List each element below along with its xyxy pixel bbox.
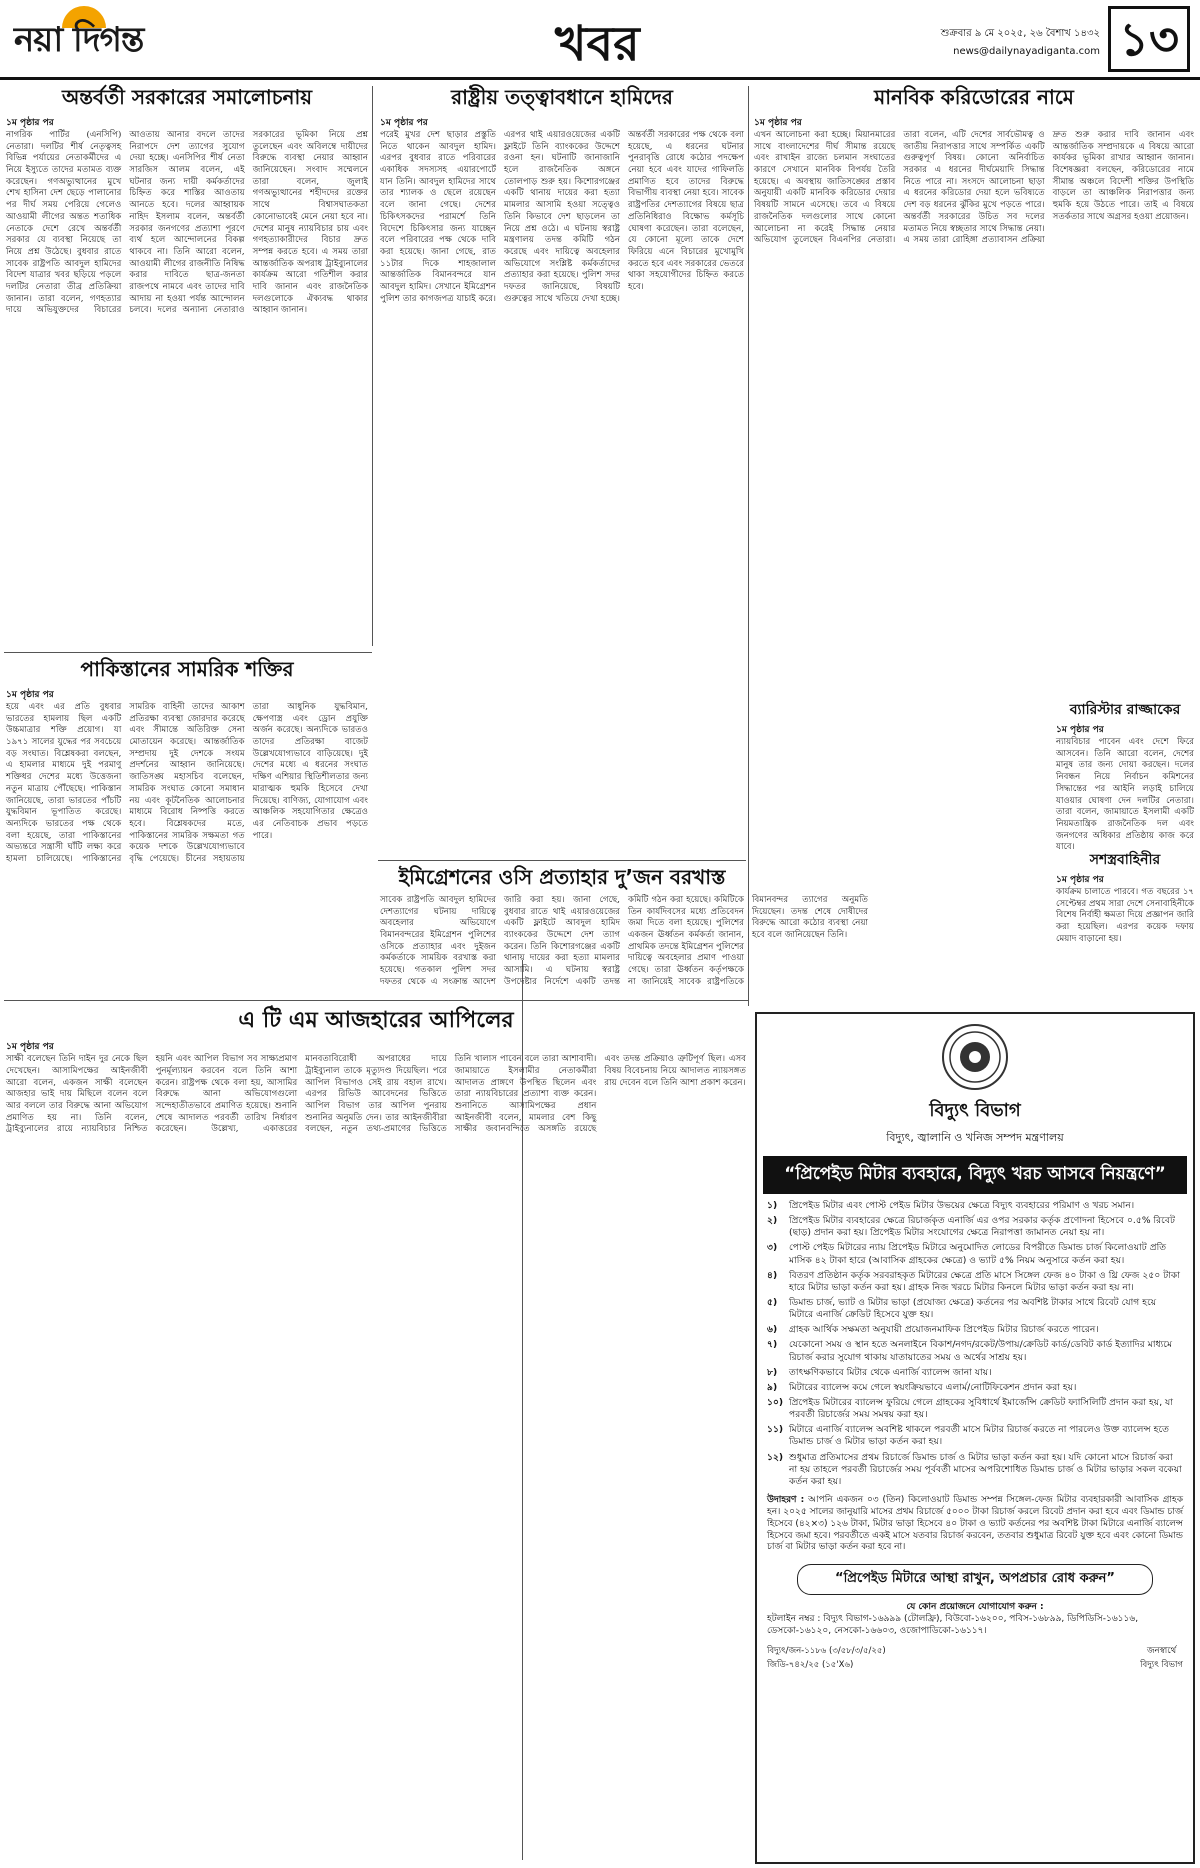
- ad-item-text: গ্রাহক আর্থিক সক্ষমতা অনুযায়ী প্রয়োজনমাফিক প্রিপেইড মিটার রিচার্জ করতে পারেন।: [789, 1324, 1099, 1336]
- headline[interactable]: সশস্ত্রবাহিনীর: [1089, 852, 1161, 868]
- ad-item: [767, 1397, 1183, 1421]
- headline[interactable]: ইমিগ্রেশনের ওসি প্রত্যাহার দু’জন বরখাস্ত: [398, 865, 726, 889]
- ad-item-text: যেকোনো সময় ও স্থান হতে অনলাইনে বিকাশ/নগদ/রকেট/উপায়/ক্রেডিট কার্ড/ডেবিট কার্ড ইত্যাদির মাধ্যমে রিচার্জ করার সুযোগ থাকায় যাতায়াতের সময় ও অর্থের সাশ্রয় হয়।: [789, 1339, 1173, 1363]
- article-hamid: [380, 86, 744, 882]
- ad-item-text: মিটারে এনার্জি ব্যালেন্স অবশিষ্ট থাকলে পরবর্তী মাসে মিটার রিচার্জ করতে না পারলেও উক্ত ব্যালেন্স হতে ডিমান্ড চার্জ ও মিটার ভাড়া কর্তন করা হয়।: [789, 1424, 1170, 1448]
- article-razzak: [1056, 702, 1194, 873]
- article-armed-forces: [1056, 852, 1194, 999]
- kicker: ১ম পৃষ্ঠার পর: [380, 118, 428, 128]
- ad-item-text: প্রিপেইড মিটার এবং পোস্ট পেইড মিটার উভয়ের ক্ষেত্রে বিদ্যুৎ ব্যবহারের পরিমাণ ও খরচ সমান।: [789, 1200, 1135, 1211]
- article-pakistan: [6, 658, 368, 1000]
- article-body: পরেই মুখর দেশ ছাড়ার প্রস্তুতি নিতে থাকেন আবদুল হামিদ। এরপর বুধবার রাতে পরিবারের একাধিক সদস্যসহ এয়ারপোর্টে যান তিনি। আবদুল হামিদের সাথে তার শ্যালক ও ছেলে রয়েছেন বলে জানা গেছে। দেশের চিকিৎসকদের পরামর্শে তিনি বিদেশে চিকিৎসার জন্য যাচ্ছেন বলে পরিবারের পক্ষ থেকে দাবি করা হয়েছে। জানা গেছে, রাত ১১টার দিকে শাহজালাল আন্তর্জাতিক বিমানবন্দরে যান আবদুল হামিদ। সেখানে ইমিগ্রেশন পুলিশ তার কাগজপত্র যাচাই করে। এরপর থাই এয়ারওয়েজের একটি ফ্লাইটে তিনি ব্যাংককের উদ্দেশে রওনা হন। ঘটনাটি জানাজানি হলে রাজনৈতিক অঙ্গনে তোলপাড় শুরু হয়। কিশোরগঞ্জের একটি থানায় দায়ের করা হত্যা মামলার আসামি হওয়া সত্ত্বেও তিনি কিভাবে দেশ ছাড়লেন তা নিয়ে প্রশ্ন ওঠে। এ ঘটনায় স্বরাষ্ট্র মন্ত্রণালয় তদন্ত কমিটি গঠন করেছে এবং দায়িত্বে অবহেলার অভিযোগে সংশ্লিষ্ট কর্মকর্তাদের প্রত্যাহার করা হয়েছে। পুলিশ সদর দফতর জানিয়েছে, বিষয়টি গুরুত্বের সাথে খতিয়ে দেখা হচ্ছে। অন্তর্বর্তী সরকারের পক্ষ থেকে বলা হয়েছে, এ ধরনের ঘটনার পুনরাবৃত্তি রোধে কঠোর পদক্ষেপ নেয়া হবে এবং যাদের গাফিলতি প্রমাণিত হবে তাদের বিরুদ্ধে বিভাগীয় ব্যবস্থা নেয়া হবে। সাবেক রাষ্ট্রপতির দেশত্যাগের বিষয়ে ছাত্র প্রতিনিধিরাও বিক্ষোভ কর্মসূচি ঘোষণা করেছেন। তারা বলেছেন, যে কোনো মূল্যে তাকে দেশে ফিরিয়ে এনে বিচারের মুখোমুখি করতে হবে এবং সরকারের ভেতরে থাকা সহযোগীদের চিহ্নিত করতে হবে।: [380, 130, 744, 304]
- headline[interactable]: পাকিস্তানের সামরিক শক্তির: [80, 657, 294, 681]
- article-body: এখন আলোচনা করা হচ্ছে। মিয়ানমারের সাথে বাংলাদেশের দীর্ঘ সীমান্ত রয়েছে এবং রাখাইন রাজ্যে চলমান সংঘাতের কারণে সেখানে মানবিক বিপর্যয় তৈরি হয়েছে। এ অবস্থায় জাতিসঙ্ঘের প্রস্তাব অনুযায়ী একটি মানবিক করিডোর দেয়ার বিষয়টি সামনে এসেছে। তবে এ বিষয়ে রাজনৈতিক দলগুলোর সাথে কোনো আলোচনা না করেই সিদ্ধান্ত নেয়ার অভিযোগ তুলেছেন বিএনপির নেতারা। তারা বলেন, এটি দেশের সার্বভৌমত্ব ও জাতীয় নিরাপত্তার সাথে সম্পর্কিত একটি গুরুত্বপূর্ণ বিষয়। কোনো অনির্বাচিত সরকার এ ধরনের দীর্ঘমেয়াদি সিদ্ধান্ত নিতে পারে না। সংসদে আলোচনা ছাড়া এ ধরনের করিডোর দেয়া হলে ভবিষ্যতে দেশ বড় ধরনের ঝুঁকির মুখে পড়তে পারে। অন্তর্বর্তী সরকারের উচিত সব দলের মতামত নিয়ে স্বচ্ছতার সাথে সিদ্ধান্ত নেয়া। এ সময় তারা রোহিঙ্গা প্রত্যাবাসন প্রক্রিয়া দ্রুত শুরু করার দাবি জানান এবং আন্তর্জাতিক সম্প্রদায়কে এ বিষয়ে আরো কার্যকর ভূমিকা রাখার আহ্বান জানান। বিশেষজ্ঞরা বলছেন, করিডোরের নামে সীমান্ত অঞ্চলে বিদেশী শক্তির উপস্থিতি বাড়লে তা আঞ্চলিক নিরাপত্তার জন্য হুমকি হয়ে উঠতে পারে। তাই এ বিষয়ে সতর্কতার সাথে অগ্রসর হওয়া প্রয়োজন।: [754, 130, 1194, 246]
- kicker: ১ম পৃষ্ঠার পর: [1056, 725, 1104, 736]
- headline[interactable]: রাষ্ট্রীয় তত্ত্বাবধানে হামিদের: [451, 85, 673, 109]
- section-title: খবর: [555, 16, 640, 72]
- prepaid-meter-advertisement: [755, 1012, 1195, 1864]
- column-divider: [372, 86, 373, 646]
- kicker: ১ম পৃষ্ঠার পর: [754, 118, 802, 128]
- ad-example-label: উদাহরণ :: [767, 1494, 805, 1505]
- ad-footer: [757, 1640, 1193, 1672]
- ad-item: [767, 1270, 1183, 1294]
- ad-item-number: ৪): [767, 1269, 778, 1281]
- dateline: শুক্রবার ৯ মে ২০২৫, ২৬ বৈশাখ ১৪৩২: [940, 28, 1100, 39]
- ad-item-number: ৩): [767, 1242, 778, 1254]
- article-body: সাবেক রাষ্ট্রপতি আবদুল হামিদের দেশত্যাগের ঘটনায় দায়িত্বে অবহেলার অভিযোগে বিমানবন্দরের ইমিগ্রেশন পুলিশের ওসিকে প্রত্যাহার এবং দুইজন কর্মকর্তাকে সাময়িক বরখাস্ত করা হয়েছে। গতকাল পুলিশ সদর দফতর থেকে এ সংক্রান্ত আদেশ জারি করা হয়। জানা গেছে, বুধবার রাতে থাই এয়ারওয়েজের একটি ফ্লাইটে আবদুল হামিদ ব্যাংককের উদ্দেশে দেশ ত্যাগ করেন। তিনি কিশোরগঞ্জের একটি থানায় দায়ের করা হত্যা মামলার আসামি। এ ঘটনায় স্বরাষ্ট্র উপদেষ্টার নির্দেশে একটি তদন্ত কমিটি গঠন করা হয়েছে। কমিটিকে তিন কার্যদিবসের মধ্যে প্রতিবেদন জমা দিতে বলা হয়েছে। পুলিশের একজন ঊর্ধ্বতন কর্মকর্তা জানান, প্রাথমিক তদন্তে ইমিগ্রেশন পুলিশের দায়িত্বে অবহেলার প্রমাণ পাওয়া গেছে। তারা ঊর্ধ্বতন কর্তৃপক্ষকে না জানিয়েই সাবেক রাষ্ট্রপতিকে বিমানবন্দর ত্যাগের অনুমতি দিয়েছেন। তদন্ত শেষে দোষীদের বিরুদ্ধে আরো কঠোর ব্যবস্থা নেয়া হবে বলে জানিয়েছেন তিনি।: [380, 895, 868, 987]
- headline[interactable]: অন্তর্বর্তী সরকারের সমালোচনায়: [61, 85, 313, 109]
- article-immigration: [380, 865, 868, 995]
- article-azhar: [6, 1008, 746, 1854]
- ad-footer-department: বিদ্যুৎ বিভাগ: [1140, 1659, 1183, 1670]
- ad-item: [767, 1215, 1183, 1239]
- kicker: ১ম পৃষ্ঠার পর: [1056, 875, 1104, 886]
- ad-item: [767, 1367, 1183, 1379]
- article-body: কার্যক্রম চালাতে পারবে। গত বছরের ১৭ সেপ্টেম্বর প্রথম সারা দেশে সেনাবাহিনীকে বিশেষ নির্বাহী ক্ষমতা দিয়ে প্রজ্ঞাপন জারি করা হয়েছিল। এরপর কয়েক দফায় মেয়াদ বাড়ানো হয়।: [1056, 887, 1194, 944]
- ad-hotlines[interactable]: হটলাইন নম্বর : বিদ্যুৎ বিভাগ-১৬৯৯৯ (টোলফ্রি), বিউবো-১৬২০০, পবিস-১৬৮৯৯, ডিপিডিসি-১৬১১৬, ডেসকো-১৬১২০, নেসকো-১৬৬০৩, ওজোপাডিকো-১৬১১৭।: [767, 1614, 1139, 1637]
- ad-example-text: আপনি একজন ০৩ (তিন) কিলোওয়াট ডিমান্ড সম্পন্ন সিঙ্গেল-ফেজ মিটার ব্যবহারকারী আবাসিক গ্রাহক হন। ২০২৫ সালের জানুয়ারি মাসের প্রথম রিচার্জে ৫০০০ টাকা রিচার্জ করলে রিবেট প্রদান করা হবে এবং ডিমান্ড চার্জ হিসেবে (৪২×৩) ১২৬ টাকা, মিটার ভাড়া হিসেবে ৪০ টাকা ও ভ্যাট কর্তনের পর অবশিষ্ট টাকা মিটারে এনার্জি ব্যালেন্স হিসেবে জমা হবে। পরবর্তীতে একই মাসে যতবার রিচার্জ করবেন, ততবার শুধুমাত্র রিবেট যুক্ত হবে এবং কোনো ডিমান্ড চার্জ বা মিটার ভাড়া কর্তন করা হবে না।: [767, 1494, 1183, 1553]
- ad-item: [767, 1324, 1183, 1336]
- government-seal-icon: [942, 1024, 1008, 1090]
- ad-item: [767, 1339, 1183, 1363]
- ad-item-number: ৬): [767, 1324, 778, 1336]
- ad-code-2: জিডি-৭৪২/২৫ (১৫'X৬): [767, 1659, 854, 1670]
- ad-contact-title: যে কোন প্রয়োজনে যোগাযোগ করুন :: [906, 1602, 1044, 1613]
- page-number: ১৩: [1108, 6, 1190, 72]
- ad-item-text: প্রিপেইড মিটার ব্যবহারের ক্ষেত্রে রিচার্জকৃত এনার্জি এর ওপর সরকার কর্তৃক প্রণোদনা হিসেবে ০.৫% রিবেট (ছাড়) প্রদান করা হয়। প্রিপেইড মিটার সংযোগের ক্ষেত্রে নিরাপত্তা জামানত নেয়া হয় না।: [789, 1215, 1175, 1239]
- ad-item: [767, 1382, 1183, 1394]
- ad-item-text: শুধুমাত্র প্রতিমাসের প্রথম রিচার্জে ডিমান্ড চার্জ ও মিটার ভাড়া কর্তন করা হয়। যদি কোনো মাসে রিচার্জ করা না হয় তাহলে পরবর্তী রিচার্জের সময় পূর্ববর্তী মাসের অপরিশোধিত ডিমান্ড চার্জ ও মিটার ভাড়ার সকল বকেয়া কর্তন করা হয়।: [789, 1451, 1182, 1487]
- article-body: সাক্ষী বলেছেন তিনি দাইন দুর নেকে ছিল দেখেছেন। আসামিপক্ষের আইনজীবী আরো বলেন, একজন সাক্ষী বলেছেন আজহার ভাই দায় মিছিলে বলেন বলে আর বললে তার বিরুদ্ধে আনা অভিযোগ প্রমাণিত হয় না। তিনি বলেন, ট্রাইব্যুনালের রায়ে ন্যায়বিচার নিশ্চিত হয়নি এবং আপিল বিভাগ সব সাক্ষ্যপ্রমাণ পুনর্মূল্যায়ন করবেন বলে তিনি আশা করেন। রাষ্ট্রপক্ষ থেকে বলা হয়, আসামির বিরুদ্ধে আনা অভিযোগগুলো সন্দেহাতীতভাবে প্রমাণিত হয়েছে। শুনানি শেষে আদালত পরবর্তী তারিখ নির্ধারণ করেছেন। উল্লেখ্য, একাত্তরের মানবতাবিরোধী অপরাধের দায়ে ট্রাইব্যুনাল তাকে মৃত্যুদণ্ড দিয়েছিল। পরে আপিল বিভাগও সেই রায় বহাল রাখে। এরপর রিভিউ আবেদনের ভিত্তিতে আপিল বিভাগ তার আপিল পুনরায় শুনানির অনুমতি দেন। তার আইনজীবীরা বলছেন, নতুন তথ্য-প্রমাণের ভিত্তিতে তিনি খালাস পাবেন বলে তারা আশাবাদী। জামায়াতে ইসলামীর নেতাকর্মীরা আদালত প্রাঙ্গণে উপস্থিত ছিলেন এবং তারা ন্যায়বিচারের প্রত্যাশা ব্যক্ত করেন। শুনানিতে আসামিপক্ষের প্রধান আইনজীবী বলেন, মামলার বেশ কিছু সাক্ষীর জবানবন্দিতে অসঙ্গতি রয়েছে এবং তদন্ত প্রক্রিয়াও ত্রুটিপূর্ণ ছিল। এসব বিষয় বিবেচনায় নিয়ে আদালত ন্যায়সঙ্গত রায় দেবেন বলে তিনি আশা প্রকাশ করেন।: [6, 1054, 746, 1135]
- ad-item-number: ১০): [767, 1396, 784, 1408]
- ad-banner: “প্রিপেইড মিটার ব্যবহারে, বিদ্যুৎ খরচ আসবে নিয়ন্ত্রণে”: [763, 1156, 1187, 1194]
- ad-item: [767, 1297, 1183, 1321]
- ad-slogan: “প্রিপেইড মিটারে আস্থা রাখুন, অপপ্রচার রোধ করুন”: [797, 1564, 1153, 1595]
- headline[interactable]: মানবিক করিডোরের নামে: [874, 85, 1074, 109]
- ad-item-number: ৮): [767, 1366, 778, 1378]
- ad-example: [757, 1491, 1193, 1558]
- ad-item-text: মিটারের ব্যালেন্স কমে গেলে স্বয়ংক্রিয়ভাবে এলার্ম/নোটিফিকেশন প্রদান করা হয়।: [789, 1381, 1077, 1393]
- ad-item-number: ৭): [767, 1339, 778, 1351]
- article-body: হয়ে এবং এর প্রতি বুধবার ভারতের হামলায় ছিল একটি উচ্চমাত্রার শক্তি প্রয়োগ। যা ১৯৭১ সালের যুদ্ধের পর সবচেয়ে বড় সংঘাত। বিশ্লেষকরা বলছেন, এ হামলার মাধ্যমে দুই পরমাণু শক্তিধর দেশের মধ্যে উত্তেজনা নতুন মাত্রায় পৌঁছেছে। পাকিস্তান জানিয়েছে, তারা ভারতের পাঁচটি যুদ্ধবিমান ভূপাতিত করেছে। অন্যদিকে ভারতের পক্ষ থেকে বলা হয়েছে, তারা পাকিস্তানের অভ্যন্তরে সন্ত্রাসী ঘাঁটি লক্ষ্য করে হামলা চালিয়েছে। পাকিস্তানের সামরিক বাহিনী তাদের আকাশ প্রতিরক্ষা ব্যবস্থা জোরদার করেছে এবং সীমান্তে অতিরিক্ত সেনা মোতায়েন করেছে। আন্তর্জাতিক সম্প্রদায় দুই দেশকে সংযম প্রদর্শনের আহ্বান জানিয়েছে। জাতিসঙ্ঘ মহাসচিব বলেছেন, সামরিক সংঘাত কোনো সমাধান নয় এবং কূটনৈতিক আলোচনার মাধ্যমে বিরোধ নিষ্পত্তি করতে হবে। বিশ্লেষকদের মতে, পাকিস্তানের সামরিক সক্ষমতা গত কয়েক দশকে উল্লেখযোগ্যভাবে বৃদ্ধি পেয়েছে। চীনের সহায়তায় তারা আধুনিক যুদ্ধবিমান, ক্ষেপণাস্ত্র এবং ড্রোন প্রযুক্তি অর্জন করেছে। অন্যদিকে ভারতও তাদের প্রতিরক্ষা বাজেট উল্লেখযোগ্যভাবে বাড়িয়েছে। দুই দেশের মধ্যে এ ধরনের সংঘাত দক্ষিণ এশিয়ার স্থিতিশীলতার জন্য মারাত্মক হুমকি হিসেবে দেখা দিয়েছে। বাণিজ্য, যোগাযোগ এবং আঞ্চলিক সহযোগিতার ক্ষেত্রেও এর নেতিবাচক প্রভাব পড়তে পারে।: [6, 702, 368, 864]
- article-body: ন্যায়বিচার পাবেন এবং দেশে ফিরে আসবেন। তিনি আরো বলেন, দেশের মানুষ তার জন্য দোয়া করছেন। দলের নিবন্ধন নিয়ে নির্বাচন কমিশনের সিদ্ধান্তের পর আইনি লড়াই চালিয়ে যাওয়ার ঘোষণা দেন দলটির নেতারা। তারা বলেন, জামায়াতে ইসলামী একটি নিয়মতান্ত্রিক রাজনৈতিক দল এবং জনগণের অধিকার প্রতিষ্ঠায় কাজ করে যাবে।: [1056, 737, 1194, 853]
- headline[interactable]: ব্যারিস্টার রাজ্জাকের: [1069, 702, 1181, 718]
- news-email-link[interactable]: news@dailynayadiganta.com: [953, 46, 1100, 57]
- ad-item-number: ২): [767, 1215, 778, 1227]
- ad-contact: [767, 1599, 1183, 1637]
- ad-item-text: তাৎক্ষণিকভাবে মিটার থেকে এনার্জি ব্যালেন্স জানা যায়।: [789, 1366, 992, 1378]
- ad-item-number: ৯): [767, 1381, 778, 1393]
- ad-item-number: ১২): [767, 1451, 784, 1463]
- ad-item-number: ১): [767, 1200, 778, 1211]
- ad-item: [767, 1452, 1183, 1488]
- ad-code-1: বিদ্যুৎ/জন-১১৮৬ (৩/৫৮/৩/৫/২৫): [767, 1645, 886, 1656]
- ad-item-number: ৫): [767, 1296, 778, 1308]
- ad-item-text: ডিমান্ড চার্জ, ভ্যাট ও মিটার ভাড়া (প্রযোজ্য ক্ষেত্রে) কর্তনের পর অবশিষ্ট টাকার সাথে রিবেট যোগ হয়ে মিটারে এনার্জি ক্রেডিট হিসেবে যুক্ত হয়।: [789, 1296, 1157, 1321]
- ad-item-number: ১১): [767, 1424, 784, 1436]
- ad-item-list: [757, 1200, 1193, 1488]
- ad-footer-public-interest: জনস্বার্থে: [1146, 1645, 1177, 1656]
- kicker: ১ম পৃষ্ঠার পর: [6, 690, 54, 700]
- ad-item-text: পোস্ট পেইড মিটারের ন্যায় প্রিপেইড মিটারে অনুমোদিত লোডের বিপরীতে ডিমান্ড চার্জ কিলোওয়াট প্রতি মাসিক ৪২ টাকা হারে (আবাসিক গ্রাহকের ক্ষেত্রে) ও ভ্যাট ৫% নিয়ম অনুসারে কর্তন করা হয়।: [789, 1242, 1167, 1266]
- kicker: ১ম পৃষ্ঠার পর: [6, 1042, 54, 1053]
- ad-item-text: প্রিপেইড মিটারের ব্যালেন্স ফুরিয়ে গেলে গ্রাহকের সুবিধার্থে ইমার্জেন্সি ক্রেডিট ফ্যাসিলিটি প্রদান করা হয়, যা পরবর্তী রিচার্জের সময় সমন্বয় করা হয়।: [789, 1396, 1173, 1421]
- section-divider: [4, 1000, 748, 1001]
- headline[interactable]: এ টি এম আজহারের আপিলের: [238, 1008, 514, 1033]
- ad-ministry: বিদ্যুৎ, জ্বালানি ও খনিজ সম্পদ মন্ত্রণালয়: [886, 1131, 1064, 1144]
- ad-item-text: বিতরণ প্রতিষ্ঠান কর্তৃক সরবরাহকৃত মিটারের ক্ষেত্রে প্রতি মাসে সিঙ্গেল ফেজ ৪০ টাকা ও থ্রি ফেজ ২৫০ টাকা হারে মিটার ভাড়া কর্তন করা হয়। গ্রাহক নিজ খরচে মিটার কিনলে মিটার ভাড়া কর্তন করা হয় না।: [789, 1269, 1181, 1293]
- article-corridor: [754, 86, 1194, 726]
- article-interim-govt: [6, 86, 368, 670]
- newspaper-logo[interactable]: নয়া দিগন্ত: [14, 20, 144, 60]
- article-body: নাগরিক পার্টির (এনসিপি) নেতারা। দলটির শীর্ষ নেতৃত্বসহ বিভিন্ন পর্যায়ের নেতাকর্মীদের এ নিয়ে ইস্যুতে তাদের মতামত ব্যক্ত করেছেন। গণঅভ্যুত্থানের মুখে শেখ হাসিনা দেশ ছেড়ে পালানোর পর দীর্ঘ সময় পেরিয়ে গেলেও আওয়ামী লীগের অন্তত শতাধিক নেতাকে দেশে রেখে অন্তর্বর্তী সরকার যে ব্যবস্থা নিয়েছে তা নিয়ে প্রশ্ন উঠেছে। বুধবার রাতে সাবেক রাষ্ট্রপতি আবদুল হামিদের বিদেশ যাত্রার খবর ছড়িয়ে পড়লে দলটির নেতারা তীব্র প্রতিক্রিয়া জানান। তারা বলেন, গণহত্যার দায়ে অভিযুক্তদের বিচারের আওতায় আনার বদলে তাদের নিরাপদে দেশ ত্যাগের সুযোগ দেয়া হচ্ছে। এনসিপির শীর্ষ নেতা সারজিস আলম বলেন, এই ঘটনার জন্য দায়ী কর্মকর্তাদের চিহ্নিত করে শাস্তির আওতায় আনতে হবে। দলের আহ্বায়ক নাহিদ ইসলাম বলেন, অন্তর্বর্তী সরকার জনগণের প্রত্যাশা পূরণে ব্যর্থ হলে আন্দোলনের বিকল্প থাকবে না। তিনি আরো বলেন, আওয়ামী লীগের রাজনীতি নিষিদ্ধ করার দাবিতে ছাত্র-জনতা রাজপথে নামবে এবং তাদের দাবি আদায় না হওয়া পর্যন্ত আন্দোলন চলবে। দলের অন্যান্য নেতারাও সরকারের ভূমিকা নিয়ে প্রশ্ন তুলেছেন এবং অবিলম্বে দায়ীদের বিরুদ্ধে ব্যবস্থা নেয়ার আহ্বান জানিয়েছেন। সংবাদ সম্মেলনে তারা বলেন, জুলাই গণঅভ্যুত্থানের শহীদদের রক্তের সাথে বিশ্বাসঘাতকতা কোনোভাবেই মেনে নেয়া হবে না। দেশের মানুষ ন্যায়বিচার চায় এবং গণহত্যাকারীদের বিচার দ্রুত সম্পন্ন করতে হবে। এ সময় তারা আন্তর্জাতিক অপরাধ ট্রাইব্যুনালের কার্যক্রম আরো গতিশীল করার দাবি জানান এবং রাজনৈতিক দলগুলোকে ঐক্যবদ্ধ থাকার আহ্বান জানান।: [6, 130, 368, 316]
- column-divider: [748, 86, 749, 1006]
- masthead: [0, 0, 1200, 80]
- ad-item: [767, 1242, 1183, 1266]
- ad-department: বিদ্যুৎ বিভাগ: [929, 1100, 1021, 1121]
- ad-item: [767, 1424, 1183, 1448]
- kicker: ১ম পৃষ্ঠার পর: [6, 118, 54, 128]
- ad-item: [767, 1200, 1183, 1212]
